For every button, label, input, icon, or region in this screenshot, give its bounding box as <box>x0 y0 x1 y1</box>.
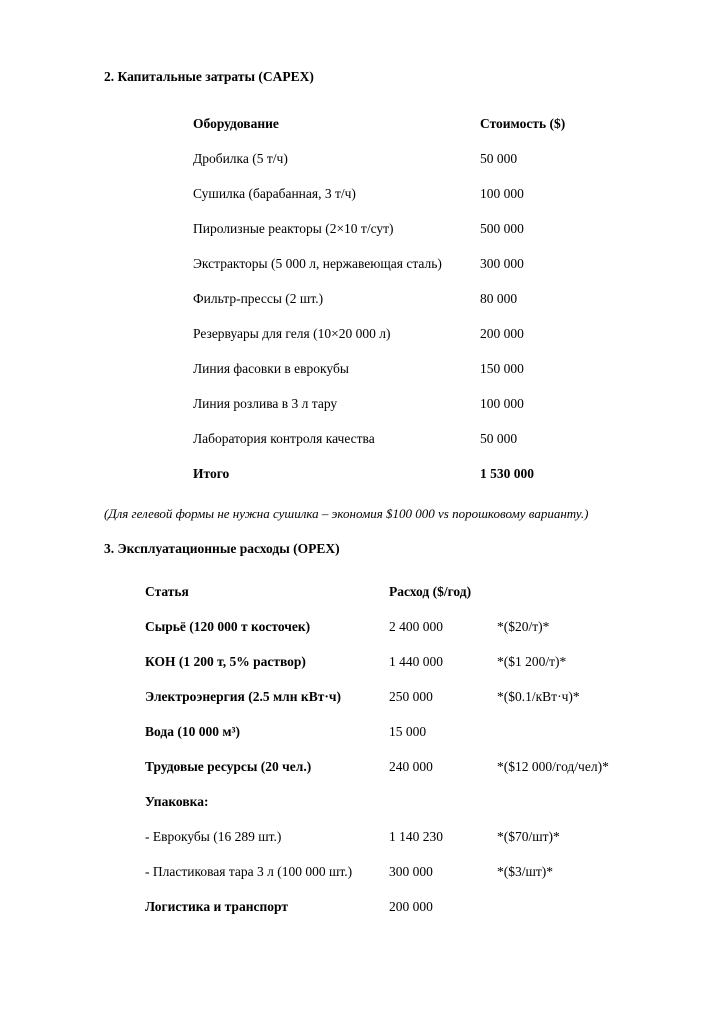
capex-cost: 500 000 <box>480 220 524 236</box>
capex-note: (Для гелевой формы не нужна сушилка – экономия $100 000 vs порошковому варианту.) <box>104 506 589 521</box>
capex-column-equipment: Оборудование <box>193 115 279 131</box>
opex-item: Электроэнергия (2.5 млн кВт·ч) <box>145 688 341 704</box>
opex-rate-note <box>497 714 635 749</box>
opex-item: - Пластиковая тара 3 л (100 000 шт.) <box>145 863 353 879</box>
opex-cost: 300 000 <box>389 863 433 879</box>
capex-total-row <box>193 456 573 491</box>
capex-item: Фильтр-прессы (2 шт.) <box>193 290 324 306</box>
opex-cost: 1 440 000 <box>389 653 443 669</box>
opex-heading: 3. Эксплуатационные расходы (OPEX) <box>104 541 340 556</box>
opex-cost: 15 000 <box>389 723 427 739</box>
opex-item: КОН (1 200 т, 5% раствор) <box>145 653 306 669</box>
table-row <box>145 714 635 749</box>
opex-rate-note: *($70/шт)* <box>497 828 560 844</box>
opex-cost: 1 140 230 <box>389 828 443 844</box>
capex-item: Линия фасовки в еврокубы <box>193 360 349 376</box>
capex-column-cost: Стоимость ($) <box>480 115 566 131</box>
capex-cost: 200 000 <box>480 325 524 341</box>
table-row <box>145 889 635 924</box>
opex-cost: 250 000 <box>389 688 433 704</box>
opex-rate-note <box>497 889 635 924</box>
table-row <box>193 246 573 281</box>
opex-column-item: Статья <box>145 583 189 599</box>
opex-cost: 240 000 <box>389 758 433 774</box>
table-row <box>145 784 635 819</box>
table-row <box>193 351 573 386</box>
table-row <box>145 749 635 784</box>
opex-rate-note: *($0.1/кВт·ч)* <box>497 688 580 704</box>
opex-rate-note <box>497 784 635 819</box>
opex-header-row <box>145 574 635 609</box>
capex-item: Пиролизные реакторы (2×10 т/сут) <box>193 220 394 236</box>
table-row <box>193 316 573 351</box>
table-row <box>193 421 573 456</box>
capex-item: Сушилка (барабанная, 3 т/ч) <box>193 185 356 201</box>
opex-cost: 2 400 000 <box>389 618 443 634</box>
capex-heading: 2. Капитальные затраты (CAPEX) <box>104 69 314 84</box>
opex-rate-note: *($20/т)* <box>497 618 550 634</box>
opex-item: Вода (10 000 м³) <box>145 723 241 739</box>
table-row <box>145 609 635 644</box>
table-row <box>193 141 573 176</box>
opex-item: - Еврокубы (16 289 шт.) <box>145 828 282 844</box>
capex-cost: 50 000 <box>480 430 518 446</box>
opex-item: Сырьё (120 000 т косточек) <box>145 618 311 634</box>
capex-cost: 80 000 <box>480 290 518 306</box>
opex-rate-note: *($12 000/год/чел)* <box>497 758 609 774</box>
opex-column-cost: Расход ($/год) <box>389 583 472 599</box>
table-row <box>193 211 573 246</box>
opex-rate-note: *($1 200/т)* <box>497 653 567 669</box>
table-row <box>145 854 635 889</box>
table-row <box>193 386 573 421</box>
capex-total-value: 1 530 000 <box>480 465 534 481</box>
capex-cost: 50 000 <box>480 150 518 166</box>
capex-total-label: Итого <box>193 465 230 481</box>
capex-cost: 100 000 <box>480 185 524 201</box>
table-row <box>145 644 635 679</box>
opex-item: Упаковка: <box>145 793 209 809</box>
capex-cost: 150 000 <box>480 360 524 376</box>
opex-item: Логистика и транспорт <box>145 898 288 914</box>
capex-cost: 300 000 <box>480 255 524 271</box>
opex-table <box>145 574 635 924</box>
opex-cost <box>389 784 497 819</box>
table-row <box>145 679 635 714</box>
opex-cost: 200 000 <box>389 898 433 914</box>
opex-column-note <box>497 574 635 609</box>
capex-item: Линия розлива в 3 л тару <box>193 395 338 411</box>
table-row <box>193 176 573 211</box>
table-row <box>145 819 635 854</box>
capex-header-row <box>193 106 573 141</box>
capex-cost: 100 000 <box>480 395 524 411</box>
capex-table <box>193 106 573 491</box>
table-row <box>193 281 573 316</box>
capex-item: Экстракторы (5 000 л, нержавеющая сталь) <box>193 255 442 271</box>
opex-rate-note: *($3/шт)* <box>497 863 554 879</box>
capex-item: Резервуары для геля (10×20 000 л) <box>193 325 391 341</box>
capex-item: Дробилка (5 т/ч) <box>193 150 288 166</box>
capex-item: Лаборатория контроля качества <box>193 430 375 446</box>
opex-item: Трудовые ресурсы (20 чел.) <box>145 758 312 774</box>
